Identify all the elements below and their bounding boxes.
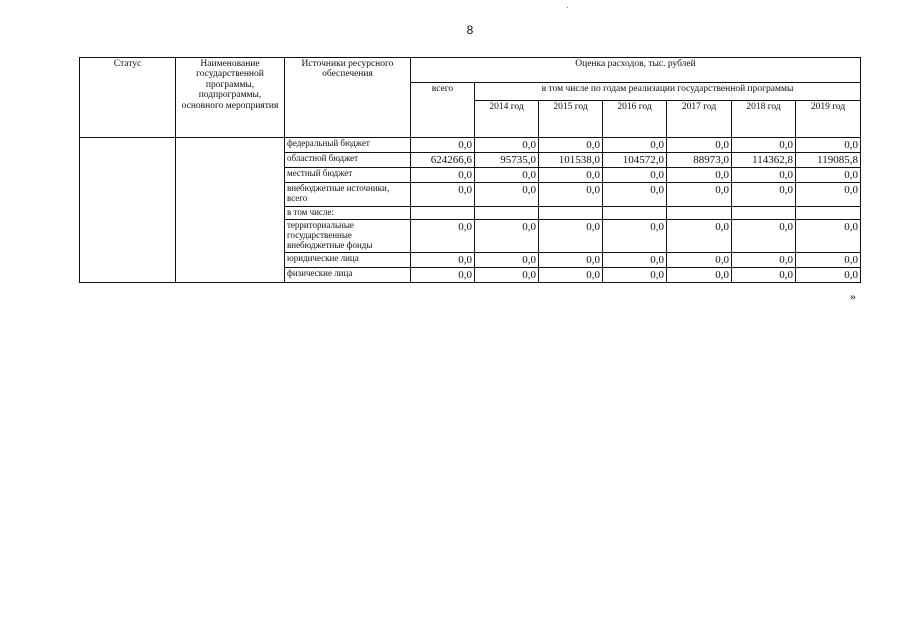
header-year-2018: 2018 год xyxy=(732,101,796,138)
source-cell: местный бюджет xyxy=(285,168,411,183)
status-cell xyxy=(80,138,176,283)
value-year-cell: 0,0 xyxy=(796,220,861,253)
value-year-cell xyxy=(539,207,603,220)
value-year-cell: 0,0 xyxy=(475,168,539,183)
value-year-cell: 0,0 xyxy=(539,138,603,153)
source-cell: федеральный бюджет xyxy=(285,138,411,153)
value-year-cell: 0,0 xyxy=(539,268,603,283)
value-year-cell xyxy=(732,207,796,220)
page-number: 8 xyxy=(466,23,474,37)
value-year-cell xyxy=(796,207,861,220)
value-total-cell: 0,0 xyxy=(411,168,475,183)
header-year-2016: 2016 год xyxy=(603,101,667,138)
value-year-cell: 101538,0 xyxy=(539,153,603,168)
source-cell: физические лица xyxy=(285,268,411,283)
value-year-cell: 0,0 xyxy=(796,168,861,183)
value-year-cell: 0,0 xyxy=(539,220,603,253)
value-year-cell: 0,0 xyxy=(475,183,539,207)
value-year-cell: 0,0 xyxy=(732,220,796,253)
header-status: Статус xyxy=(80,58,176,138)
value-year-cell: 0,0 xyxy=(667,168,732,183)
source-cell: внебюджетные источники, всего xyxy=(285,183,411,207)
scan-speck xyxy=(567,7,568,8)
value-year-cell: 0,0 xyxy=(667,268,732,283)
value-total-cell: 0,0 xyxy=(411,220,475,253)
value-year-cell xyxy=(667,207,732,220)
header-estimate: Оценка расходов, тыс. рублей xyxy=(411,58,861,83)
value-year-cell xyxy=(475,207,539,220)
value-year-cell: 0,0 xyxy=(603,220,667,253)
resource-table xyxy=(79,57,861,283)
source-cell: областной бюджет xyxy=(285,153,411,168)
value-year-cell: 0,0 xyxy=(539,183,603,207)
header-total: всего xyxy=(411,83,475,138)
source-cell: юридические лица xyxy=(285,253,411,268)
value-year-cell xyxy=(603,207,667,220)
value-year-cell: 0,0 xyxy=(603,138,667,153)
value-year-cell: 0,0 xyxy=(667,220,732,253)
source-cell: в том числе: xyxy=(285,207,411,220)
name-cell xyxy=(176,138,285,283)
value-year-cell: 0,0 xyxy=(667,253,732,268)
value-year-cell: 0,0 xyxy=(603,253,667,268)
value-year-cell: 0,0 xyxy=(603,168,667,183)
value-total-cell: 0,0 xyxy=(411,138,475,153)
closing-quote: » xyxy=(850,289,856,303)
value-year-cell: 0,0 xyxy=(796,268,861,283)
value-year-cell: 88973,0 xyxy=(667,153,732,168)
value-year-cell: 114362,8 xyxy=(732,153,796,168)
header-source: Источники ресурсного обеспечения xyxy=(285,58,411,138)
header-by-years: в том числе по годам реализации государственной программы xyxy=(475,83,861,101)
value-year-cell: 0,0 xyxy=(475,220,539,253)
value-year-cell: 0,0 xyxy=(732,138,796,153)
value-year-cell: 0,0 xyxy=(475,253,539,268)
header-year-2015: 2015 год xyxy=(539,101,603,138)
header-year-2017: 2017 год xyxy=(667,101,732,138)
value-year-cell: 0,0 xyxy=(603,183,667,207)
value-total-cell: 0,0 xyxy=(411,253,475,268)
value-year-cell: 0,0 xyxy=(732,168,796,183)
source-cell: территориальные государственные внебюджетные фонды xyxy=(285,220,411,253)
value-year-cell: 0,0 xyxy=(796,183,861,207)
value-year-cell: 0,0 xyxy=(732,183,796,207)
value-year-cell: 0,0 xyxy=(667,138,732,153)
value-year-cell: 0,0 xyxy=(539,253,603,268)
value-year-cell: 95735,0 xyxy=(475,153,539,168)
value-total-cell: 0,0 xyxy=(411,268,475,283)
value-year-cell: 0,0 xyxy=(732,253,796,268)
value-year-cell: 0,0 xyxy=(796,253,861,268)
value-year-cell: 0,0 xyxy=(732,268,796,283)
header-name: Наименование государственной программы, подпрограммы, основного мероприятия xyxy=(176,58,285,138)
value-year-cell: 104572,0 xyxy=(603,153,667,168)
value-year-cell: 0,0 xyxy=(475,138,539,153)
value-year-cell: 0,0 xyxy=(475,268,539,283)
value-year-cell: 0,0 xyxy=(603,268,667,283)
value-year-cell: 0,0 xyxy=(667,183,732,207)
table-row xyxy=(80,138,861,153)
value-year-cell: 119085,8 xyxy=(796,153,861,168)
header-year-2019: 2019 год xyxy=(796,101,861,138)
header-year-2014: 2014 год xyxy=(475,101,539,138)
value-year-cell: 0,0 xyxy=(539,168,603,183)
value-year-cell: 0,0 xyxy=(796,138,861,153)
value-total-cell: 0,0 xyxy=(411,183,475,207)
value-total-cell xyxy=(411,207,475,220)
value-total-cell: 624266,6 xyxy=(411,153,475,168)
